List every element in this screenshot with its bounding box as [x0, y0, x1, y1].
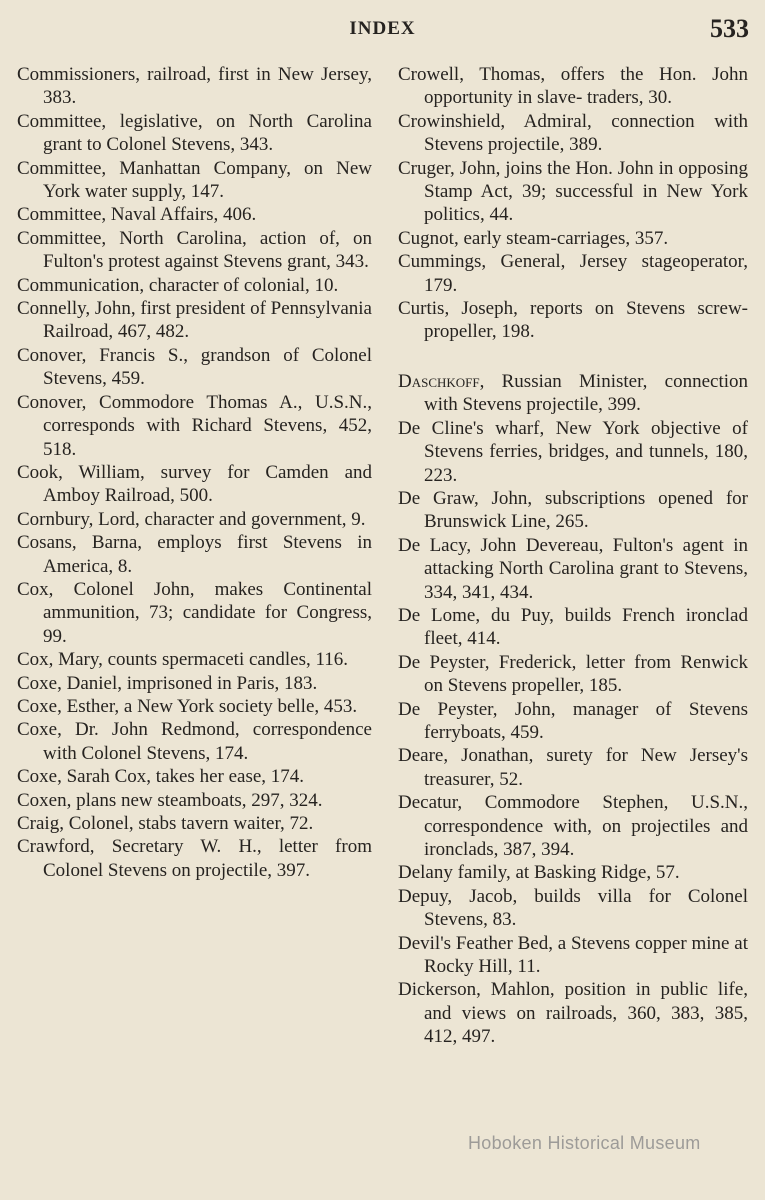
index-entry: Commissioners, railroad, first in New Jersey, 383.	[17, 64, 372, 109]
index-entry: De Graw, John, subscriptions opened for Brunswick Line, 265.	[398, 487, 748, 533]
index-entry: Cummings, General, Jersey stageoperator, 179.	[398, 251, 748, 296]
index-entry: Depuy, Jacob, builds villa for Colonel Stevens, 83.	[398, 885, 748, 931]
index-entry: Cruger, John, joins the Hon. John in opposing Stamp Act, 39; successful in New York politics, 44.	[398, 157, 748, 226]
index-entry: De Peyster, John, manager of Stevens ferryboats, 459.	[398, 698, 748, 743]
index-entry: Committee, legislative, on North Carolina grant to Colonel Stevens, 343.	[17, 110, 372, 156]
index-entry: Communication, character of colonial, 10.	[17, 274, 339, 296]
page-header	[0, 14, 765, 50]
index-entry: Crowinshield, Admiral, connection with Stevens projectile, 389.	[398, 110, 748, 156]
index-entry: Coxen, plans new steamboats, 297, 324.	[17, 789, 323, 811]
index-entry: De Peyster, Frederick, letter from Renwick on Stevens propeller, 185.	[398, 651, 748, 697]
entry-text: , Russian Minister, connection with Stevens projectile, 399.	[424, 370, 748, 416]
index-entry: Committee, North Carolina, action of, on Fulton's protest against Stevens grant, 343.	[17, 227, 372, 273]
index-entry: Curtis, Joseph, reports on Stevens screw-propeller, 198.	[398, 298, 748, 343]
index-column-right	[398, 63, 748, 1049]
index-entry: Delany family, at Basking Ridge, 57.	[398, 862, 680, 884]
index-entry: Cox, Colonel John, makes Continental ammunition, 73; candidate for Congress, 99.	[17, 578, 372, 647]
index-entry	[398, 370, 748, 417]
museum-watermark: Hoboken Historical Museum	[468, 1133, 701, 1153]
letter-section-gap	[398, 344, 748, 370]
index-entry: Coxe, Daniel, imprisoned in Paris, 183.	[17, 672, 318, 694]
index-entry: Cox, Mary, counts spermaceti candles, 116.	[17, 649, 349, 671]
index-entry: Coxe, Dr. John Redmond, correspondence with Colonel Stevens, 174.	[17, 719, 372, 764]
index-entry: Connelly, John, first president of Pennsylvania Railroad, 467, 482.	[17, 298, 372, 343]
index-entry: Cook, William, survey for Camden and Amboy Railroad, 500.	[17, 461, 372, 507]
index-entry: Deare, Jonathan, surety for New Jersey's treasurer, 52.	[398, 745, 748, 790]
index-entry: Decatur, Commodore Stephen, U.S.N., correspondence with, on projectiles and ironclads, 387, 394.	[398, 792, 748, 860]
index-entry: Dickerson, Mahlon, position in public life, and views on railroads, 360, 383, 385, 412, 497.	[398, 979, 748, 1048]
index-entry: Committee, Manhattan Company, on New York water supply, 147.	[17, 157, 372, 203]
index-entry: Coxe, Sarah Cox, takes her ease, 174.	[17, 766, 305, 788]
index-entry: De Lome, du Puy, builds French ironclad fleet, 414.	[398, 604, 748, 650]
index-entry: Committee, Naval Affairs, 406.	[17, 204, 257, 226]
index-column-left	[17, 63, 372, 882]
index-entry: De Cline's wharf, New York objective of Stevens ferries, bridges, and tunnels, 180, 223.	[398, 417, 748, 486]
index-entry: Coxe, Esther, a New York society belle, 453.	[17, 695, 358, 717]
index-entry: Craig, Colonel, stabs tavern waiter, 72.	[17, 813, 314, 834]
page-title: INDEX	[349, 18, 416, 39]
index-entry: Devil's Feather Bed, a Stevens copper mine at Rocky Hill, 11.	[398, 932, 748, 978]
index-entry: De Lacy, John Devereau, Fulton's agent in attacking North Carolina grant to Stevens, 334, 341, 434.	[398, 534, 748, 603]
page-number: 533	[710, 14, 749, 43]
index-entry: Conover, Commodore Thomas A., U.S.N., corresponds with Richard Stevens, 452, 518.	[17, 391, 372, 460]
entry-name-small-caps: Daschkoff	[398, 370, 480, 392]
index-entry: Crawford, Secretary W. H., letter from Colonel Stevens on projectile, 397.	[17, 836, 372, 881]
index-entry: Cornbury, Lord, character and government, 9.	[17, 508, 366, 530]
index-entry: Cosans, Barna, employs first Stevens in America, 8.	[17, 532, 372, 577]
index-entry: Cugnot, early steam-carriages, 357.	[398, 227, 669, 249]
index-entry: Conover, Francis S., grandson of Colonel Stevens, 459.	[17, 344, 372, 390]
index-entry: Crowell, Thomas, offers the Hon. John opportunity in slave- traders, 30.	[398, 64, 748, 109]
